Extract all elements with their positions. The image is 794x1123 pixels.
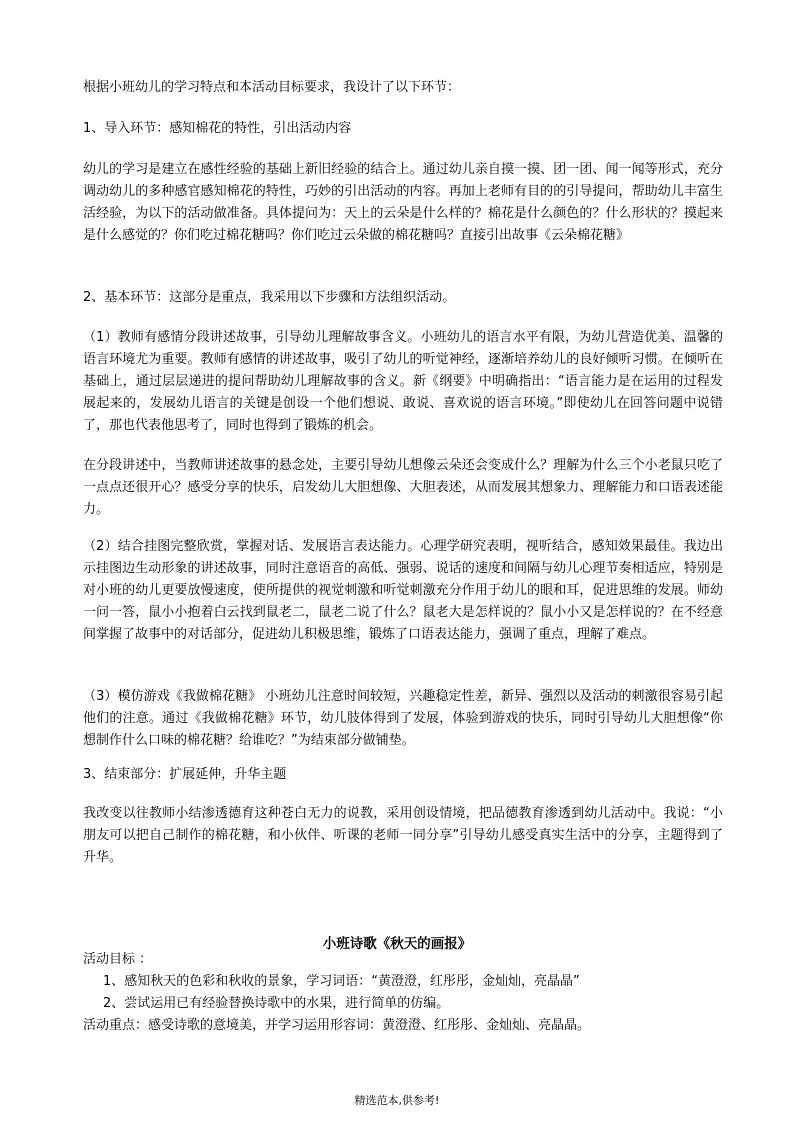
section2-heading: 2、基本环节：这部分是重点，我采用以下步骤和方法组织活动。: [83, 290, 456, 305]
page-footer: 精选范本,供参考!: [354, 1094, 440, 1107]
section1-heading: 1、导入环节：感知棉花的特性，引出活动内容: [83, 121, 352, 136]
intro-paragraph: 根据小班幼儿的学习特点和本活动目标要求，我设计了以下环节：: [83, 80, 461, 95]
section1-body: 幼儿的学习是建立在感性经验的基础上新旧经验的结合上。通过幼儿亲自摸一摸、团一团、闻一闻等形式，充分调动幼儿的多种感官感知棉花的特性，巧妙的引出活动的内容。再加上老师有目的的引导提问，帮助幼儿丰富生活经验，为以下的活动做准备。具体提问为：天上的云朵是什么样的？棉花是什么颜色的？什么形状的？摸起来是什么感觉的？你们吃过棉花糖吗？你们吃过云朵做的棉花糖吗？直接引出故事《云朵棉花糖》: [83, 162, 723, 243]
section2-paragraph-4: （3）模仿游戏《我做棉花糖》 小班幼儿注意时间较短，兴趣稳定性差，新异、强烈以及活动的刺激很容易引起他们的注意。通过《我做棉花糖》环节，幼儿肢体得到了发展，体验到游戏的快乐，同时引导幼儿大胆想像“你想制作什么口味的棉花糖？给谁吃？”为结束部分做铺垫。: [83, 689, 723, 748]
section3-body: 我改变以往教师小结渗透德育这种苍白无力的说教，采用创设情境，把品德教育渗透到幼儿活动中。我说：“小朋友可以把自己制作的棉花糖，和小伙伴、听课的老师一同分享”引导幼儿感受真实生活中的分享，主题得到了升华。: [83, 806, 723, 865]
poem-title: 小班诗歌《秋天的画报》: [322, 936, 472, 952]
goals-label: 活动目标 ：: [83, 952, 153, 967]
activity-focus: 活动重点：感受诗歌的意境美，并学习运用形容词：黄澄澄、红彤彤、金灿灿、亮晶晶。: [83, 1018, 591, 1033]
section2-paragraph-2: 在分段讲述中，当教师讲述故事的悬念处，主要引导幼儿想像云朵还会变成什么？理解为什么三个小老鼠只吃了一点点还很开心？感受分享的快乐，启发幼儿大胆想像、大胆表述，从而发展其想象力、理解能力和口语表述能力。: [83, 458, 723, 517]
goal-item-2: 2、尝试运用已有经验替换诗歌中的水果，进行简单的仿编。: [103, 996, 450, 1011]
section3-heading: 3、结束部分：扩展延伸，升华主题: [83, 767, 287, 782]
section2-paragraph-1: （1）教师有感情分段讲述故事，引导幼儿理解故事含义。小班幼儿的语言水平有限，为幼儿营造优美、温馨的语言环境尤为重要。教师有感情的讲述故事，吸引了幼儿的听觉神经，逐渐培养幼儿的良好倾听习惯。在倾听在基础上，通过层层递进的提问帮助幼儿理解故事的含义。新《纲要》中明确指出：“语言能力是在运用的过程发展起来的，发展幼儿语言的关键是创设一个他们想说、敢说、喜欢说的语言环境。”即使幼儿在回答问题中说错了，那也代表他思考了，同时也得到了锻炼的机会。: [83, 330, 723, 433]
section2-paragraph-3: （2）结合挂图完整欣赏，掌握对话、发展语言表达能力。心理学研究表明，视听结合，感知效果最佳。我边出示挂图边生动形象的讲述故事，同时注意语音的高低、强弱、说话的速度和间隔与幼儿心理节奏相适应，特别是对小班的幼儿更要放慢速度，使所提供的视觉刺激和听觉刺激充分作用于幼儿的眼和耳，促进思维的发展。师幼一问一答，鼠小小抱着白云找到鼠老二，鼠老二说了什么？鼠老大是怎样说的？鼠小小又是怎样说的？在不经意间掌握了故事中的对话部分，促进幼儿积极思维，锻炼了口语表达能力，强调了重点，理解了难点。: [83, 539, 723, 642]
goal-item-1: 1、感知秋天的色彩和秋收的景象，学习词语：“黄澄澄，红彤彤，金灿灿，亮晶晶”: [103, 974, 580, 989]
